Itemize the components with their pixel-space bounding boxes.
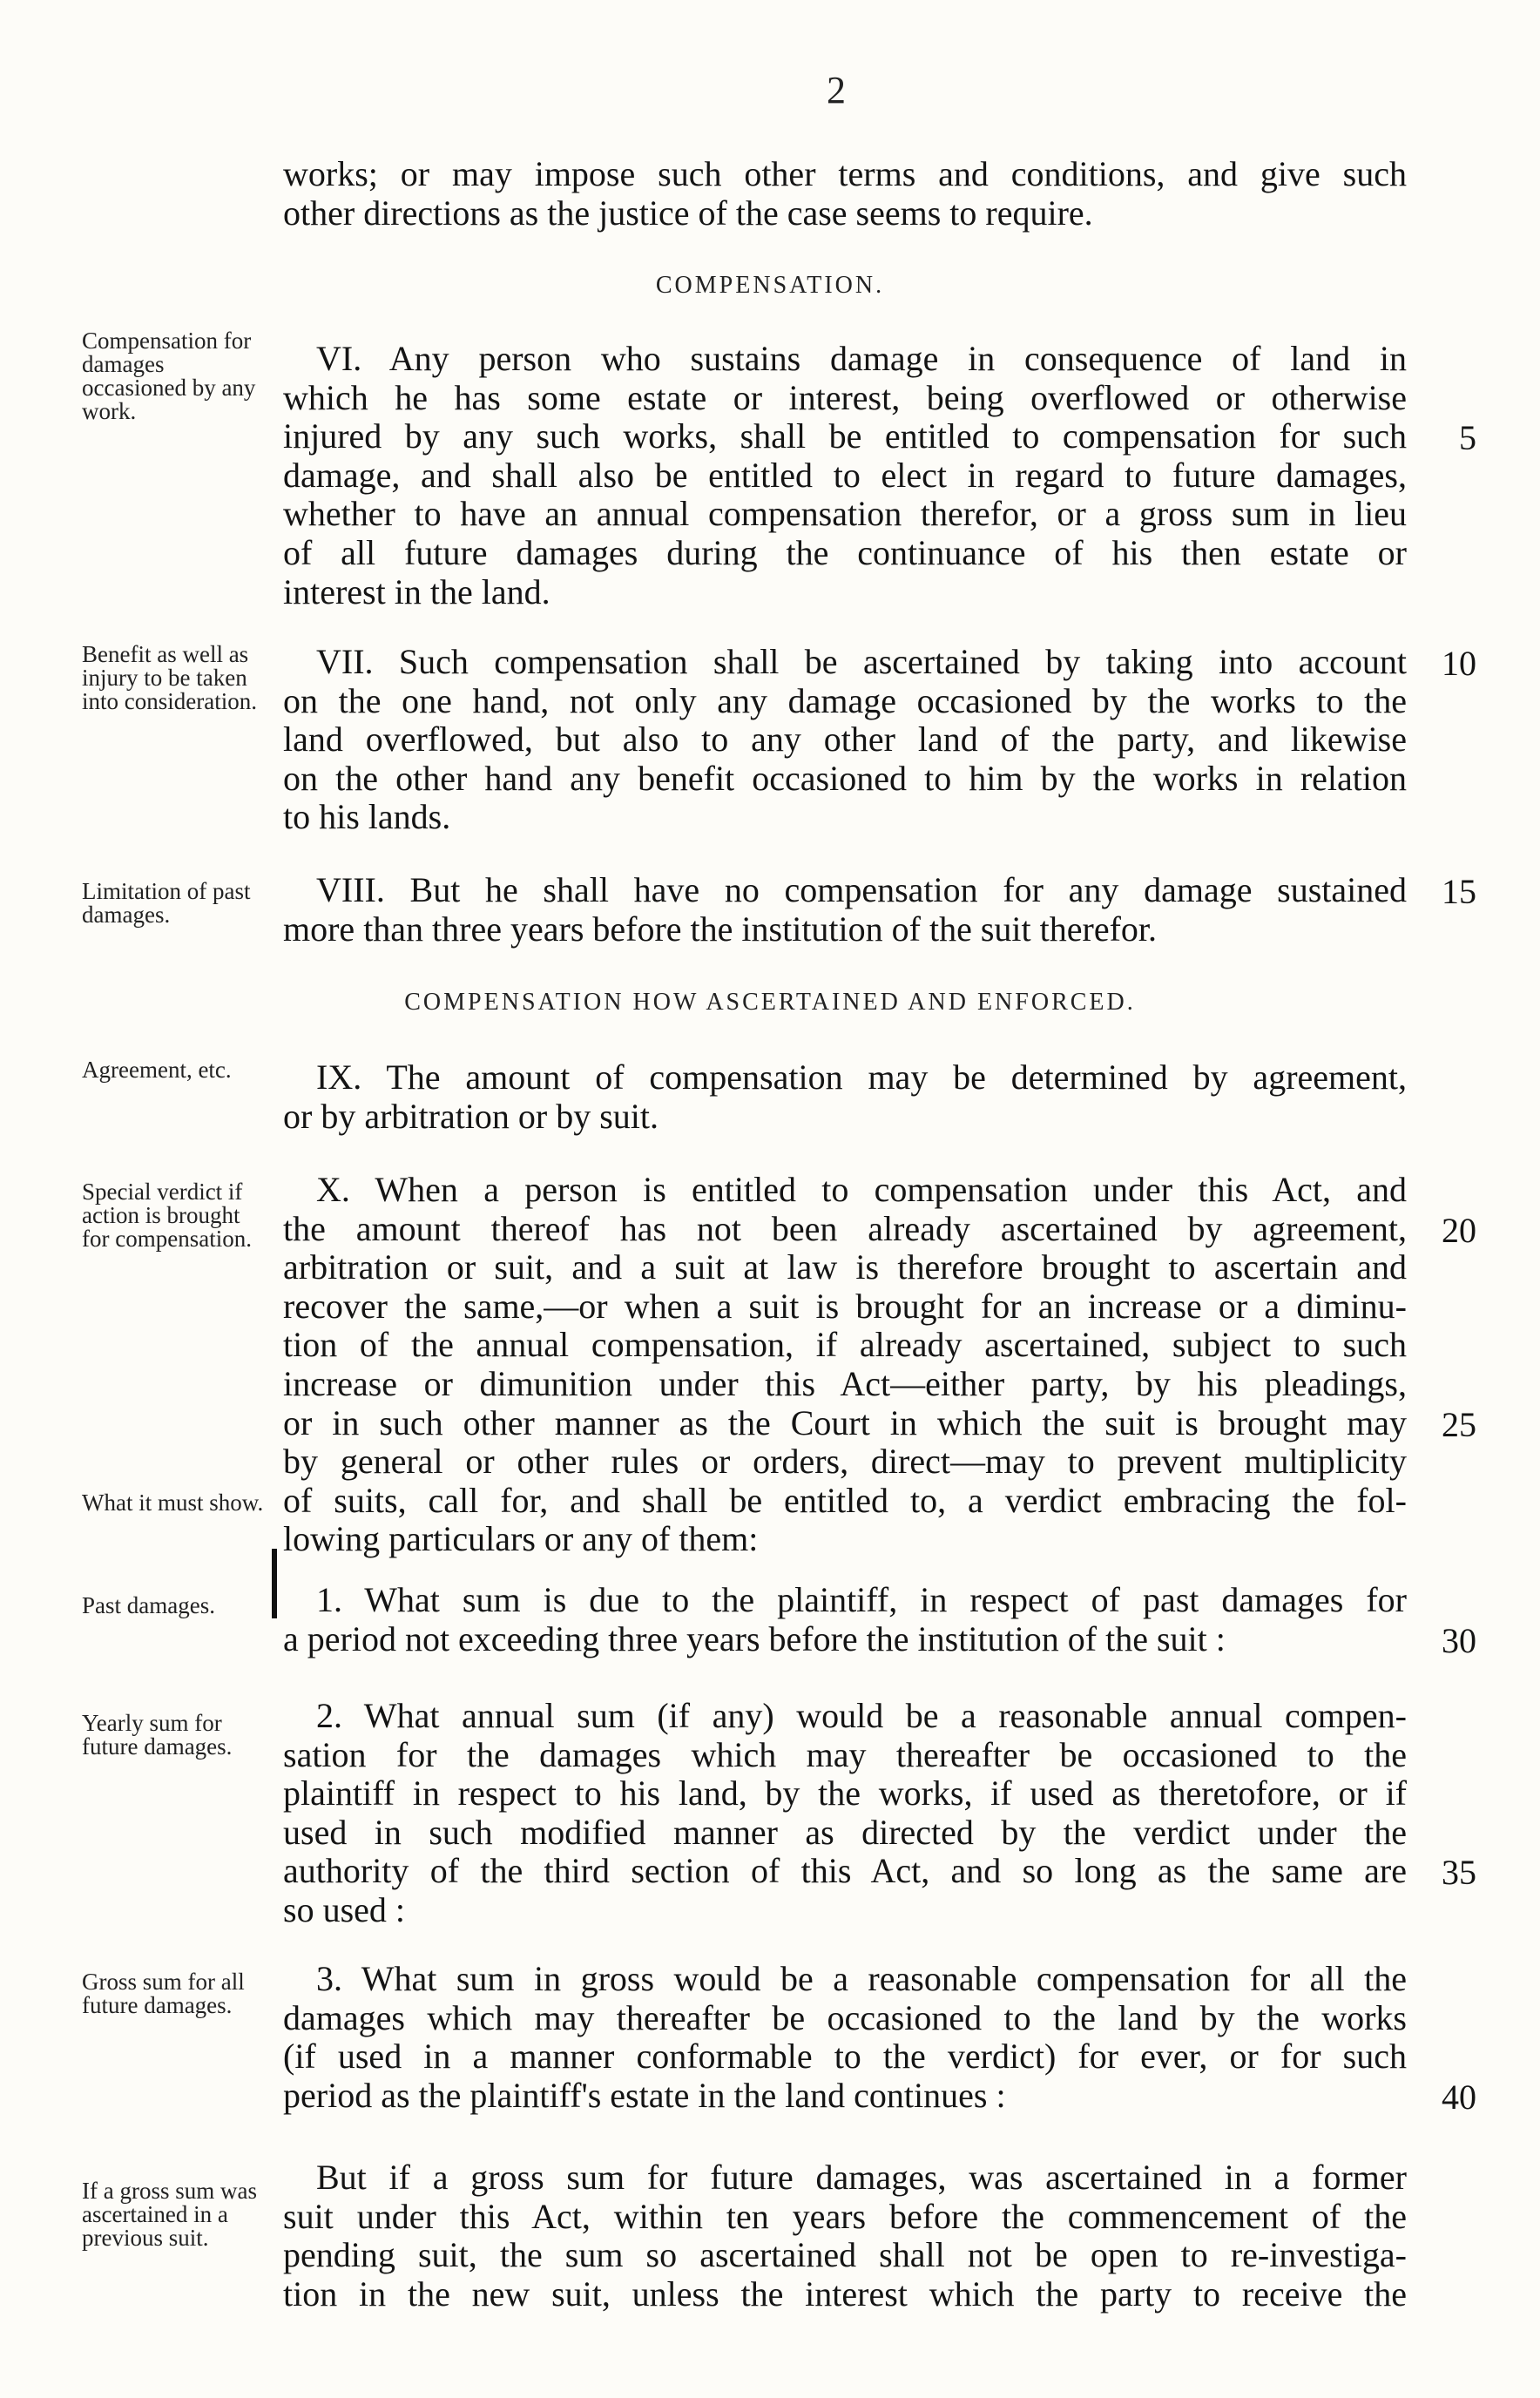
heading-compensation: COMPENSATION.	[655, 272, 885, 299]
margin-bracket	[272, 1549, 277, 1618]
line-number: 35	[1442, 1853, 1476, 1892]
text-line: 2. What annual sum (if any) would be a reasonable annual compen-	[316, 1696, 1407, 1735]
text-line: a period not exceeding three years before the institution of the suit :	[283, 1618, 1226, 1658]
text-line: to his lands.	[283, 797, 451, 837]
text-line: authority of the third section of this Act, and so long as the same are	[283, 1851, 1407, 1891]
margin-note-limitation: Limitation of past damages.	[82, 878, 251, 928]
text-line: of all future damages during the continuance of his then estate or	[283, 532, 1407, 572]
section-vii	[283, 643, 1407, 837]
text-line: land overflowed, but also to any other land of the party, and likewise	[283, 719, 1407, 760]
text-line: pending suit, the sum so ascertained shall not be open to re-investiga-	[283, 2235, 1407, 2275]
text-line: used in such modified manner as directed by the verdict under the	[283, 1812, 1407, 1852]
margin-note-past-damages: Past damages.	[82, 1592, 215, 1618]
text-line: lowing particulars or any of them:	[283, 1519, 759, 1559]
text-line: on the other hand any benefit occasioned to him by the works in relation	[283, 758, 1407, 798]
line-number: 5	[1459, 418, 1476, 457]
text-line: recover the same,—or when a suit is brought for an increase or a diminu-	[283, 1286, 1407, 1326]
line-number: 30	[1442, 1621, 1476, 1660]
text-line: plaintiff in respect to his land, by the works, if used as theretofore, or if	[283, 1773, 1407, 1814]
text-line: interest in the land.	[283, 571, 550, 611]
text-line: VII. Such compensation shall be ascertained by taking into account	[316, 642, 1407, 681]
margin-note-agreement: Agreement, etc.	[82, 1057, 232, 1083]
text-line: the amount thereof has not been already ascertained by agreement,	[283, 1208, 1407, 1248]
text-line: increase or dimunition under this Act—either party, by his pleadings,	[283, 1363, 1407, 1403]
text-line: VIII. But he shall have no compensation for any damage sustained	[316, 870, 1407, 909]
text-line: tion of the annual compensation, if already ascertained, subject to such	[283, 1325, 1407, 1365]
text-line: 1. What sum is due to the plaintiff, in respect of past damages for	[316, 1580, 1407, 1619]
text-line: damage, and shall also be entitled to elect in regard to future damages,	[283, 455, 1407, 495]
margin-note-yearly-sum: Yearly sum for future damages.	[82, 1710, 233, 1760]
line-number: 10	[1442, 644, 1476, 683]
text-line: other directions as the justice of the case seems to require.	[283, 193, 1093, 233]
text-line: or by arbitration or by suit.	[283, 1096, 659, 1136]
text-line: IX. The amount of compensation may be determined by agreement,	[316, 1057, 1407, 1097]
section-viii	[283, 871, 1407, 949]
intro-paragraph	[283, 155, 1407, 233]
item-2	[283, 1697, 1407, 1930]
line-number: 20	[1442, 1211, 1476, 1250]
page-number: 2	[827, 69, 846, 111]
margin-note-gross-sum: Gross sum for all future damages.	[82, 1969, 245, 2018]
section-x	[283, 1171, 1407, 1559]
text-line: (if used in a manner conformable to the verdict) for ever, or for such	[283, 2037, 1407, 2077]
text-line: or in such other manner as the Court in which the suit is brought may	[283, 1402, 1407, 1442]
margin-note-compensation: Compensation for damages occasioned by any work.	[82, 328, 256, 424]
text-line: by general or other rules or orders, direct—may to prevent multiplicity	[283, 1442, 1407, 1482]
text-line: works; or may impose such other terms and conditions, and give such	[283, 154, 1407, 193]
margin-note-benefit: Benefit as well as injury to be taken into consideration.	[82, 641, 257, 714]
item-1	[283, 1581, 1407, 1658]
text-line: suit under this Act, within ten years before the commencement of the	[283, 2196, 1407, 2236]
text-line: injured by any such works, shall be entitled to compensation for such	[283, 416, 1407, 456]
text-line: arbitration or suit, and a suit at law is therefore brought to ascertain and	[283, 1247, 1407, 1287]
line-number: 40	[1442, 2077, 1476, 2117]
text-line: whether to have an annual compensation therefor, or a gross sum in lieu	[283, 494, 1407, 534]
text-line: But if a gross sum for future damages, was ascertained in a former	[316, 2158, 1407, 2197]
section-vi	[283, 340, 1407, 611]
text-line: so used :	[283, 1889, 405, 1929]
text-line: damages which may thereafter be occasioned to the land by the works	[283, 1997, 1407, 2037]
margin-note-what-it-must-show: What it must show.	[82, 1489, 264, 1516]
text-line: which he has some estate or interest, being overflowed or otherwise	[283, 377, 1407, 417]
text-line: tion in the new suit, unless the interest which the party to receive the	[283, 2273, 1407, 2314]
text-line: more than three years before the institution of the suit therefor.	[283, 909, 1158, 949]
line-number: 25	[1442, 1405, 1476, 1444]
text-line: VI. Any person who sustains damage in consequence of land in	[316, 339, 1407, 378]
margin-note-previous-suit: If a gross sum was ascertained in a previous suit.	[82, 2178, 257, 2251]
heading-how-ascertained: COMPENSATION HOW ASCERTAINED AND ENFORCED.	[404, 989, 1136, 1016]
text-line: of suits, call for, and shall be entitled to, a verdict embracing the fol-	[283, 1480, 1407, 1520]
final-paragraph	[283, 2158, 1407, 2314]
text-line: 3. What sum in gross would be a reasonable compensation for all the	[316, 1959, 1407, 1998]
text-line: X. When a person is entitled to compensation under this Act, and	[316, 1170, 1407, 1209]
section-ix	[283, 1058, 1407, 1136]
text-line: on the one hand, not only any damage occasioned by the works to the	[283, 680, 1407, 720]
text-line: sation for the damages which may thereafter be occasioned to the	[283, 1734, 1407, 1774]
item-3	[283, 1960, 1407, 2115]
text-line: period as the plaintiff's estate in the land continues :	[283, 2075, 1006, 2115]
margin-note-special-verdict: Special verdict if action is brought for compensation.	[82, 1179, 252, 1252]
line-number: 15	[1442, 872, 1476, 911]
